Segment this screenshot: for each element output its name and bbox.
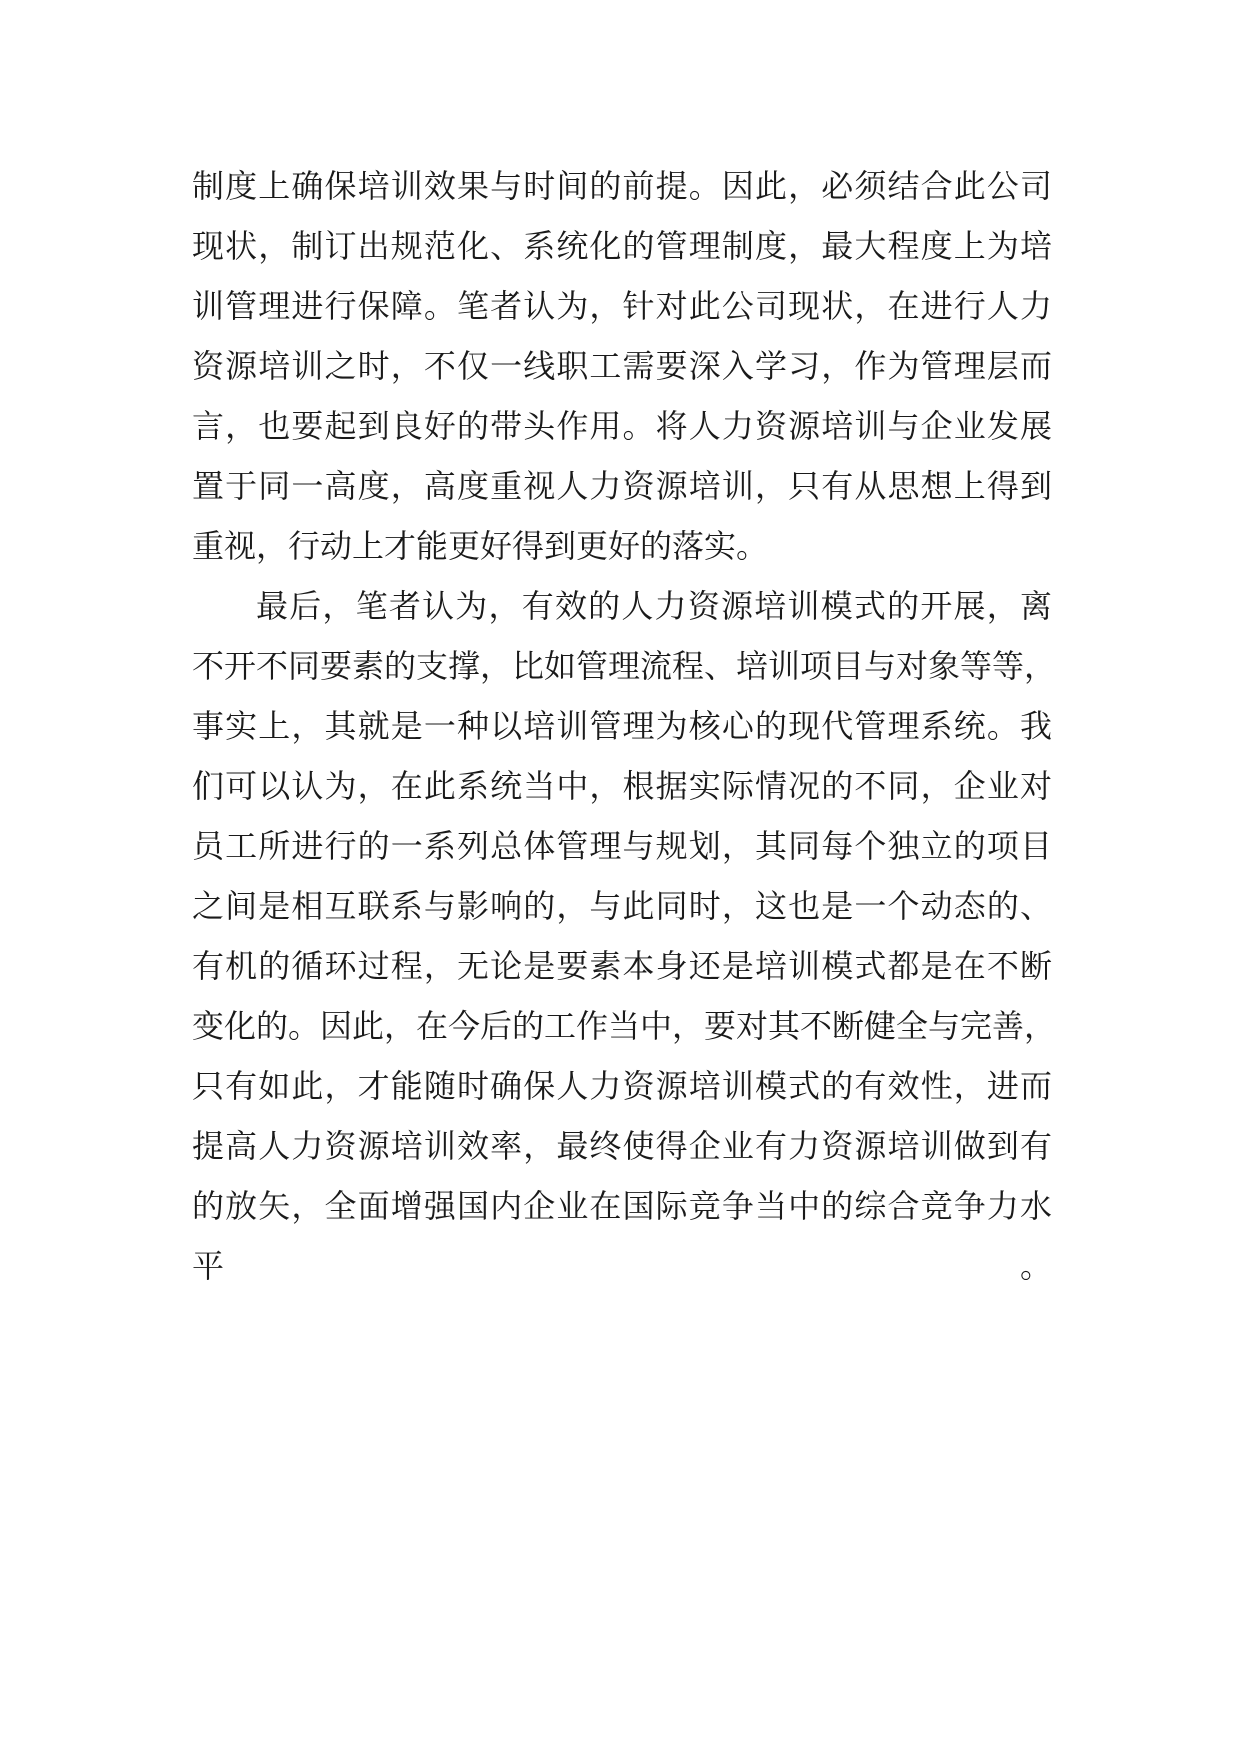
text-line: 的放矢，全面增强国内企业在国际竞争当中的综合竞争力水	[192, 1187, 1052, 1225]
text-line: 平。	[192, 1247, 1052, 1285]
paragraph-2	[192, 576, 1057, 1356]
text-line: 之间是相互联系与影响的，与此同时，这也是一个动态的、	[192, 887, 1052, 925]
text-line: 提高人力资源培训效率，最终使得企业有力资源培训做到有	[192, 1127, 1052, 1165]
text-line: 训管理进行保障。笔者认为，针对此公司现状，在进行人力	[192, 287, 1052, 325]
text-line: 不开不同要素的支撑，比如管理流程、培训项目与对象等等，	[192, 647, 1057, 685]
text-line: 最后，笔者认为，有效的人力资源培训模式的开展，离	[256, 587, 1052, 625]
text-line: 言，也要起到良好的带头作用。将人力资源培训与企业发展	[192, 407, 1052, 445]
body-text	[192, 156, 1057, 1356]
text-line: 资源培训之时，不仅一线职工需要深入学习，作为管理层而	[192, 347, 1052, 385]
text-line: 重视，行动上才能更好得到更好的落实。	[192, 527, 769, 565]
text-line: 们可以认为，在此系统当中，根据实际情况的不同，企业对	[192, 767, 1052, 805]
text-line: 变化的。因此，在今后的工作当中，要对其不断健全与完善，	[192, 1007, 1057, 1045]
text-line	[192, 1296, 1052, 1356]
text-line: 制度上确保培训效果与时间的前提。因此，必须结合此公司	[192, 167, 1052, 205]
text-line: 有机的循环过程，无论是要素本身还是培训模式都是在不断	[192, 947, 1052, 985]
paragraph-1	[192, 156, 1052, 576]
text-line: 只有如此，才能随时确保人力资源培训模式的有效性，进而	[192, 1067, 1052, 1105]
text-line: 置于同一高度，高度重视人力资源培训，只有从思想上得到	[192, 467, 1052, 505]
text-line: 现状，制订出规范化、系统化的管理制度，最大程度上为培	[192, 227, 1052, 265]
text-line: 事实上，其就是一种以培训管理为核心的现代管理系统。我	[192, 707, 1052, 745]
text-line: 员工所进行的一系列总体管理与规划，其同每个独立的项目	[192, 827, 1052, 865]
